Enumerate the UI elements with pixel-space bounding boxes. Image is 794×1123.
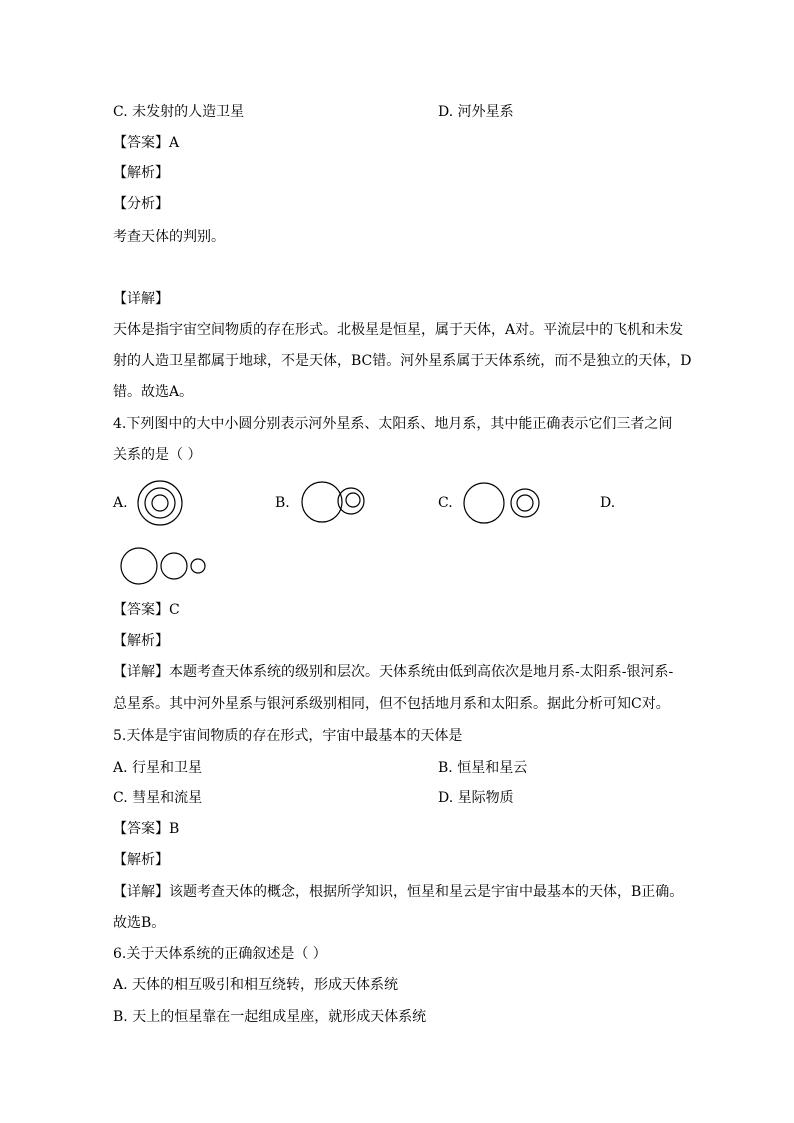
q4-diagram-d [118,546,210,588]
q5-analysis-header: 【解析】 [113,852,169,868]
q5-option-c: C. 彗星和流星 [113,790,203,806]
q5-detail-line-1: 【详解】该题考查天体的概念，根据所学知识，恒星和星云是宇宙中最基本的天体，B正确。 [113,884,684,900]
q5-stem: 5.天体是宇宙间物质的存在形式，宇宙中最基本的天体是 [113,728,463,744]
q4-b-large-circle [302,482,342,522]
q3-answer: 【答案】A [113,135,180,151]
q4-option-label-a: A. [113,495,128,511]
q3-option-d: D. 河外星系 [438,104,514,120]
q5-option-d: D. 星际物质 [438,790,514,806]
q3-detail-line-3: 错。故选A。 [113,384,194,400]
q4-stem-line-2: 关系的是（ ） [113,447,202,463]
q5-detail-line-2: 故选B。 [113,915,166,931]
q5-option-b: B. 恒星和星云 [438,760,528,776]
q4-b-small-circle [346,493,360,507]
q4-detail-line-2: 总星系。其中河外星系与银河系级别相同，但不包括地月系和太阳系。据此分析可知C对。 [113,696,670,712]
q4-diagram-b [301,481,371,527]
q3-detail-line-2: 射的人造卫星都属于地球，不是天体，BC错。河外星系属于天体系统，而不是独立的天体，D [113,353,692,369]
q4-a-medium-circle [145,488,175,518]
q5-option-a: A. 行星和卫星 [113,760,203,776]
q4-option-label-b: B. [275,495,290,511]
q4-analysis-header: 【解析】 [113,633,169,649]
q4-d-medium-circle [161,553,187,579]
q4-diagram-a [136,479,186,529]
q4-c-large-circle [464,483,504,523]
q4-c-medium-circle [511,489,539,517]
q4-option-label-c: C. [438,495,453,511]
q6-option-b: B. 天上的恒星靠在一起组成星座，就形成天体系统 [113,1009,427,1025]
q6-option-a: A. 天体的相互吸引和相互绕转，形成天体系统 [113,977,399,993]
q3-fenxi-header: 【分析】 [113,196,169,212]
q4-c-small-circle [517,495,533,511]
q4-d-small-circle [191,559,205,573]
q3-detail-header: 【详解】 [113,291,169,307]
q4-option-label-d: D. [600,495,616,511]
q4-a-small-circle [152,495,168,511]
q4-answer: 【答案】C [113,602,180,618]
q4-diagram-c [462,482,544,528]
q3-fenxi-text: 考查天体的判别。 [113,229,225,245]
q4-stem-line-1: 4.下列图中的大中小圆分别表示河外星系、太阳系、地月系，其中能正确表示它们三者之间 [113,416,673,432]
q3-option-c: C. 未发射的人造卫星 [113,104,245,120]
q3-detail-line-1: 天体是指宇宙空间物质的存在形式。北极星是恒星，属于天体，A对。平流层中的飞机和未发 [113,322,684,338]
q3-analysis-header: 【解析】 [113,165,169,181]
q5-answer: 【答案】B [113,821,180,837]
q4-d-large-circle [121,548,157,584]
q4-detail-line-1: 【详解】本题考查天体系统的级别和层次。天体系统由低到高依次是地月系-太阳系-银河系- [113,664,674,680]
q6-stem: 6.关于天体系统的正确叙述是（ ） [113,946,327,962]
